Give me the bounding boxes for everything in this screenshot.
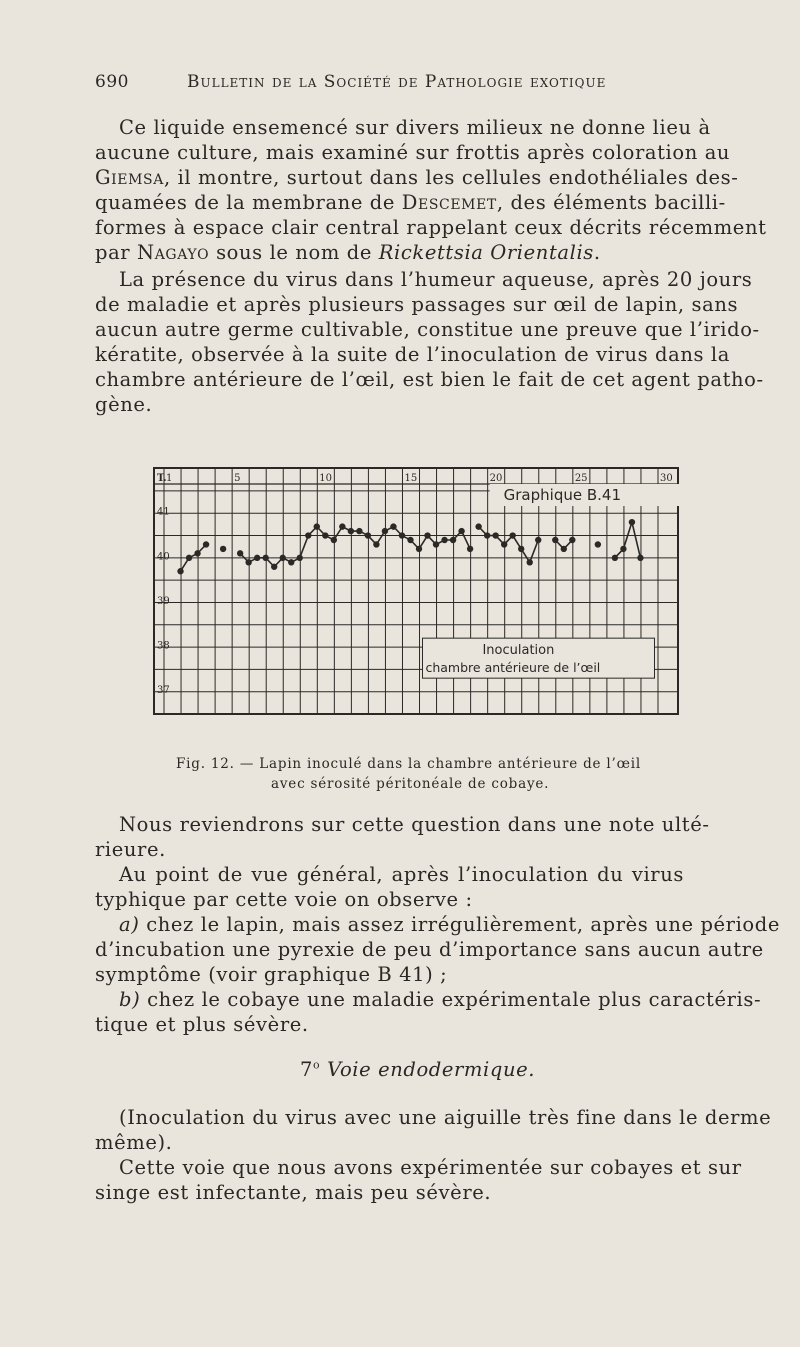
temperature-point	[280, 555, 286, 561]
temperature-point	[501, 541, 507, 547]
p2-line-5: chambre antérieure de l’œil, est bien le fait de cet agent patho-	[95, 368, 764, 391]
temperature-point	[254, 555, 260, 561]
temperature-point	[356, 528, 362, 534]
temperature-point	[177, 568, 183, 574]
chart-title: Graphique B.41	[503, 486, 622, 504]
section-number: 7	[300, 1058, 314, 1081]
y-tick-label: 41	[157, 506, 170, 518]
species-name: Rickettsia Orientalis	[378, 241, 594, 264]
p2-line-1: La présence du virus dans l’humeur aqueuse, après 20 jours	[119, 268, 753, 291]
p2-line-6: gène.	[95, 393, 153, 416]
temperature-point	[441, 537, 447, 543]
p4-line-7: tique et plus sévère.	[95, 1013, 309, 1036]
y-tick-label: 39	[157, 595, 170, 607]
author-name-giemsa: Giemsa	[95, 166, 164, 189]
p4-line-5: symptôme (voir graphique B 41) ;	[95, 963, 448, 986]
author-name-descemet: Descemet	[401, 191, 497, 214]
temperature-point	[390, 523, 396, 529]
p4-line-2: typhique par cette voie on observe :	[95, 888, 473, 911]
temperature-point	[203, 541, 209, 547]
temperature-point	[382, 528, 388, 534]
temperature-point	[535, 537, 541, 543]
p6-line-2: singe est infectante, mais peu sévère.	[95, 1181, 492, 1204]
p5-line-2: même).	[95, 1131, 173, 1154]
temperature-point	[484, 532, 490, 538]
temperature-point	[416, 546, 422, 552]
temperature-point	[527, 559, 533, 565]
temperature-point	[399, 532, 405, 538]
temperature-point	[245, 559, 251, 565]
temperature-line	[615, 522, 641, 558]
figure-label: Fig. 12.	[176, 756, 235, 772]
caption-line-1: Fig. 12. — Lapin inoculé dans la chambre antérieure de l’œil	[176, 756, 642, 772]
x-tick-label: 30	[660, 473, 673, 484]
p1-line-1: Ce liquide ensemencé sur divers milieux ne donne lieu à	[119, 116, 711, 139]
temperature-point	[365, 532, 371, 538]
caption-line-2: avec sérosité péritonéale de cobaye.	[271, 776, 550, 792]
temperature-point	[262, 555, 268, 561]
list-marker-a: a)	[119, 913, 140, 936]
annotation-line-2: chambre antérieure de l’œil	[425, 660, 601, 676]
temperature-point	[339, 523, 345, 529]
temperature-point	[467, 546, 473, 552]
p4-line-4: d’incubation une pyrexie de peu d’importance sans aucun autre	[95, 938, 764, 961]
p1-line-2: aucune culture, mais examiné sur frottis après coloration au	[95, 141, 731, 164]
x-tick-label: 5	[234, 473, 241, 484]
temperature-point	[331, 537, 337, 543]
x-tick-label: 25	[574, 473, 588, 484]
x-tick-label: 10	[319, 473, 333, 484]
p2-line-2: de maladie et après plusieurs passages sur œil de lapin, sans	[95, 293, 739, 316]
temperature-point	[637, 555, 643, 561]
author-name-nagayo: Nagayo	[137, 241, 210, 264]
running-title: Bulletin de la Société de Pathologie exotique	[187, 72, 607, 92]
temperature-point	[595, 541, 601, 547]
temperature-point	[475, 523, 481, 529]
p3-line-1: Nous reviendrons sur cette question dans une note ulté-	[119, 813, 710, 836]
temperature-point	[322, 532, 328, 538]
temperature-point	[237, 550, 243, 556]
y-axis-label: T.	[157, 473, 167, 484]
temperature-point	[424, 532, 430, 538]
p4-line-3: a) chez le lapin, mais assez irrégulièrement, après une période	[119, 913, 780, 936]
temperature-point	[620, 546, 626, 552]
temperature-point	[288, 559, 294, 565]
p3-line-2: rieure.	[95, 838, 166, 861]
annotation-line-1: Inoculation	[482, 643, 555, 659]
p5-line-1: (Inoculation du virus avec une aiguille très fine dans le derme	[119, 1106, 772, 1129]
section-title: Voie endodermique.	[327, 1058, 536, 1081]
p1-line-6: par Nagayo sous le nom de Rickettsia Orientalis.	[95, 241, 601, 264]
y-tick-label: 40	[157, 551, 170, 563]
temperature-point	[569, 537, 575, 543]
temperature-point	[433, 541, 439, 547]
temperature-point	[518, 546, 524, 552]
x-tick-label: 1	[166, 473, 173, 484]
temperature-point	[348, 528, 354, 534]
temperature-point	[297, 555, 303, 561]
running-header	[95, 72, 655, 100]
x-tick-label: 15	[404, 473, 418, 484]
p4-line-1: Au point de vue général, après l’inoculation du virus	[119, 863, 684, 886]
temperature-point	[492, 532, 498, 538]
temperature-point	[552, 537, 558, 543]
p1-line-5: formes à espace clair central rappelant ceux décrits récemment	[95, 216, 767, 239]
list-marker-b: b)	[119, 988, 141, 1011]
p6-line-1: Cette voie que nous avons expérimentée sur cobayes et sur	[119, 1156, 742, 1179]
temperature-point	[314, 523, 320, 529]
temperature-point	[271, 564, 277, 570]
p1-line-4: quamées de la membrane de Descemet, des éléments bacilli-	[95, 191, 726, 214]
temperature-point	[407, 537, 413, 543]
temperature-point	[629, 519, 635, 525]
y-tick-label: 37	[157, 685, 170, 697]
temperature-point	[612, 555, 618, 561]
temperature-point	[509, 532, 515, 538]
temperature-point	[220, 546, 226, 552]
temperature-point	[305, 532, 311, 538]
temperature-point	[458, 528, 464, 534]
p2-line-4: kératite, observée à la suite de l’inoculation de virus dans la	[95, 343, 730, 366]
temperature-point	[450, 537, 456, 543]
temperature-chart	[152, 466, 682, 718]
p4-line-6: b) chez le cobaye une maladie expérimentale plus caractéris-	[119, 988, 762, 1011]
x-tick-label: 20	[489, 473, 503, 484]
y-tick-label: 38	[157, 640, 170, 652]
p2-line-3: aucun autre germe cultivable, constitue une preuve que l’irido-	[95, 318, 760, 341]
temperature-point	[186, 555, 192, 561]
temperature-point	[194, 550, 200, 556]
temperature-point	[561, 546, 567, 552]
figure-caption	[176, 754, 656, 794]
p1-line-3: Giemsa, il montre, surtout dans les cellules endothéliales des-	[95, 166, 739, 189]
temperature-point	[373, 541, 379, 547]
page-number: 690	[95, 72, 129, 92]
section-heading: 7$^o$ Voie endodermique.	[300, 1058, 536, 1081]
